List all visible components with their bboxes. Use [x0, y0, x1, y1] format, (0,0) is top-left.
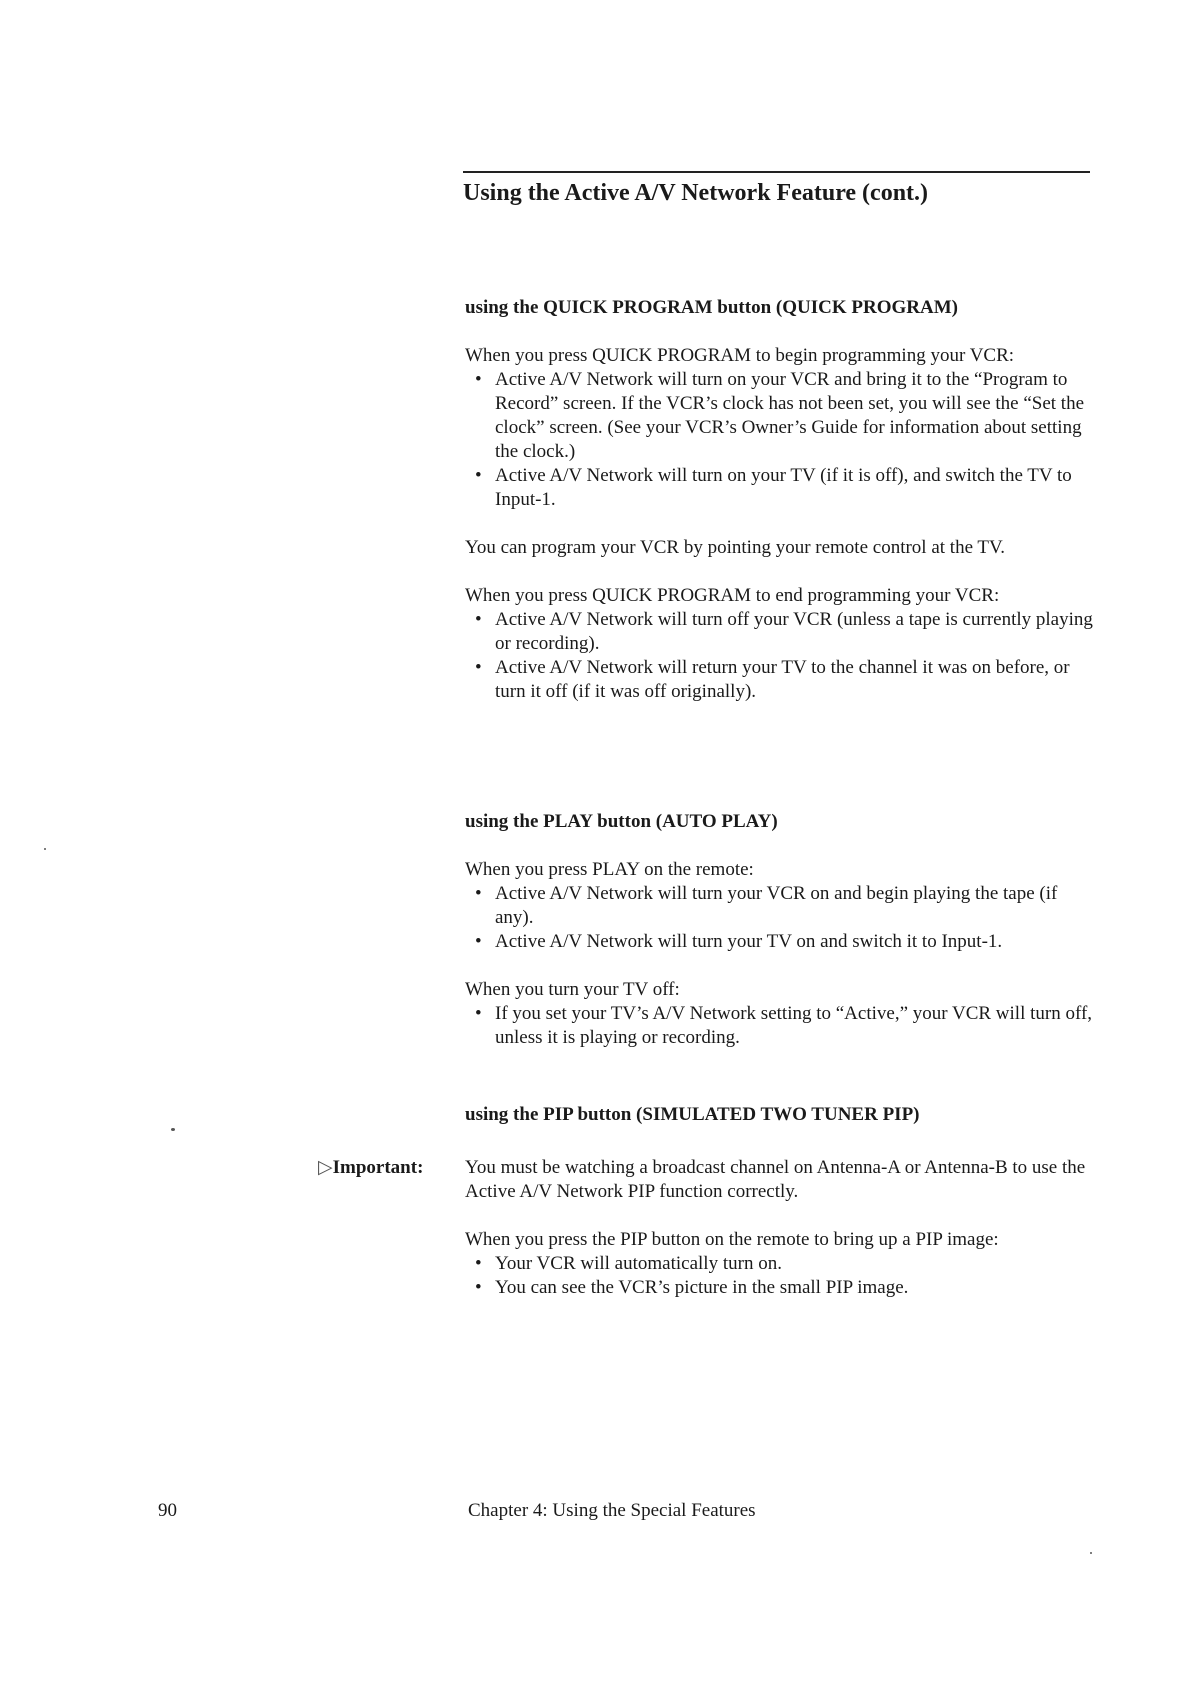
scan-speck — [1090, 1552, 1092, 1554]
tv-off-intro: When you turn your TV off: — [465, 979, 680, 1000]
bullet-icon: • — [475, 465, 482, 486]
bullet-icon: • — [475, 1277, 482, 1298]
bullet-icon: • — [475, 609, 482, 630]
pip-intro: When you press the PIP button on the remote to bring up a PIP image: — [465, 1229, 999, 1250]
page-title: Using the Active A/V Network Feature (cont.) — [463, 180, 929, 206]
bullet-icon: • — [475, 657, 482, 678]
play-section — [465, 810, 1095, 1050]
scan-speck — [44, 848, 46, 850]
tv-off-list — [465, 1002, 1095, 1050]
quick-program-end-intro: When you press QUICK PROGRAM to end programming your VCR: — [465, 585, 1000, 606]
quick-program-end-list — [465, 608, 1095, 704]
list-item: • Active A/V Network will turn your TV on and switch it to Input-1. — [475, 931, 1003, 952]
pip-heading: using the PIP button (SIMULATED TWO TUNER PIP) — [465, 1104, 920, 1125]
quick-program-begin-intro: When you press QUICK PROGRAM to begin programming your VCR: — [465, 345, 1015, 366]
quick-program-section — [465, 296, 1095, 704]
chapter-footer: Chapter 4: Using the Special Features — [468, 1500, 756, 1521]
title-rule — [463, 171, 1090, 173]
quick-program-begin-list — [465, 368, 1095, 512]
pip-section — [465, 1103, 1095, 1300]
scan-speck — [171, 1128, 175, 1131]
list-item: • Active A/V Network will turn on your VCR and bring it to the “Program to Record” screen. If the VCR’s clock has not been set, you will see the “Set the clock” screen. (See your VCR’s Owner’s Guide for information about setting the clock.) — [475, 369, 1085, 462]
list-item: • You can see the VCR’s picture in the small PIP image. — [475, 1277, 909, 1298]
play-list — [465, 882, 1095, 954]
list-item: • Active A/V Network will return your TV to the channel it was on before, or turn it off (if it was off originally). — [475, 657, 1070, 702]
bullet-icon: • — [475, 883, 482, 904]
arrow-icon: ▷ — [318, 1157, 333, 1178]
list-item: • Active A/V Network will turn off your VCR (unless a tape is currently playing or recording). — [475, 609, 1093, 654]
important-text: You must be watching a broadcast channel on Antenna-A or Antenna-B to use the Active A/V Network PIP function correctly. — [465, 1157, 1086, 1202]
bullet-icon: • — [475, 1003, 482, 1024]
play-intro: When you press PLAY on the remote: — [465, 859, 754, 880]
list-item: • Active A/V Network will turn your VCR on and begin playing the tape (if any). — [475, 883, 1058, 928]
list-item: • Active A/V Network will turn on your TV (if it is off), and switch the TV to Input-1. — [475, 465, 1072, 510]
play-heading: using the PLAY button (AUTO PLAY) — [465, 811, 778, 832]
bullet-icon: • — [475, 931, 482, 952]
quick-program-heading: using the QUICK PROGRAM button (QUICK PROGRAM) — [465, 297, 958, 318]
bullet-icon: • — [475, 369, 482, 390]
list-item: • Your VCR will automatically turn on. — [475, 1253, 782, 1274]
list-item: • If you set your TV’s A/V Network setting to “Active,” your VCR will turn off, unless it is playing or recording. — [475, 1003, 1093, 1048]
page-number: 90 — [158, 1500, 177, 1521]
important-label: ▷Important: — [318, 1157, 424, 1178]
bullet-icon: • — [475, 1253, 482, 1274]
pip-list — [465, 1252, 1095, 1300]
program-note: You can program your VCR by pointing your remote control at the TV. — [465, 537, 1006, 558]
